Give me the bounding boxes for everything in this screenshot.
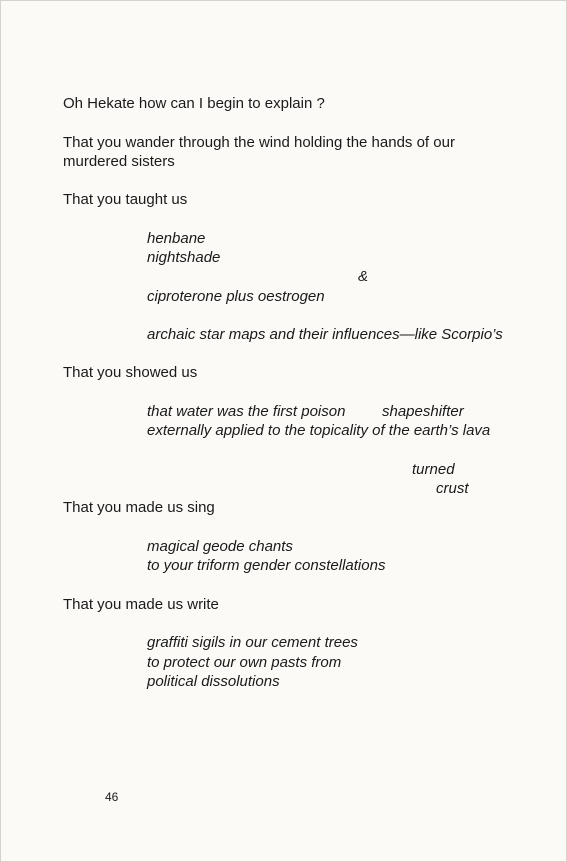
stanza4-line2: to your triform gender constellations <box>147 557 386 574</box>
stanza2-ampersand: & <box>358 268 369 285</box>
stanza5-line3: political dissolutions <box>147 673 280 690</box>
stanza4-line1: magical geode chants <box>147 538 293 555</box>
poem-opening-line: Oh Hekate how can I begin to explain ? <box>63 95 325 112</box>
stanza2-intro: That you taught us <box>63 191 188 208</box>
stanza2-item-ciproterone: ciproterone plus oestrogen <box>147 288 325 305</box>
stanza3-line2: externally applied to the topicality of the earth’s lava <box>147 422 491 439</box>
page-number: 46 <box>105 790 119 804</box>
stanza3-crust: crust <box>436 480 469 497</box>
stanza4-intro: That you made us sing <box>63 499 215 516</box>
stanza5-line1: graffiti sigils in our cement trees <box>147 634 358 651</box>
stanza1-line1: That you wander through the wind holding the hands of our <box>63 134 455 151</box>
stanza2-item-star-maps: archaic star maps and their influences—like Scorpio’s <box>147 326 503 343</box>
stanza1-line2: murdered sisters <box>63 153 175 170</box>
stanza3-intro: That you showed us <box>63 364 198 381</box>
stanza3-line1b: shapeshifter <box>382 403 464 420</box>
stanza3-turned: turned <box>412 461 455 478</box>
stanza5-line2: to protect our own pasts from <box>147 654 342 671</box>
stanza5-intro: That you made us write <box>63 596 219 613</box>
stanza3-line1a: that water was the first poison <box>147 403 346 420</box>
stanza2-item-nightshade: nightshade <box>147 249 221 266</box>
stanza2-item-henbane: henbane <box>147 230 206 247</box>
